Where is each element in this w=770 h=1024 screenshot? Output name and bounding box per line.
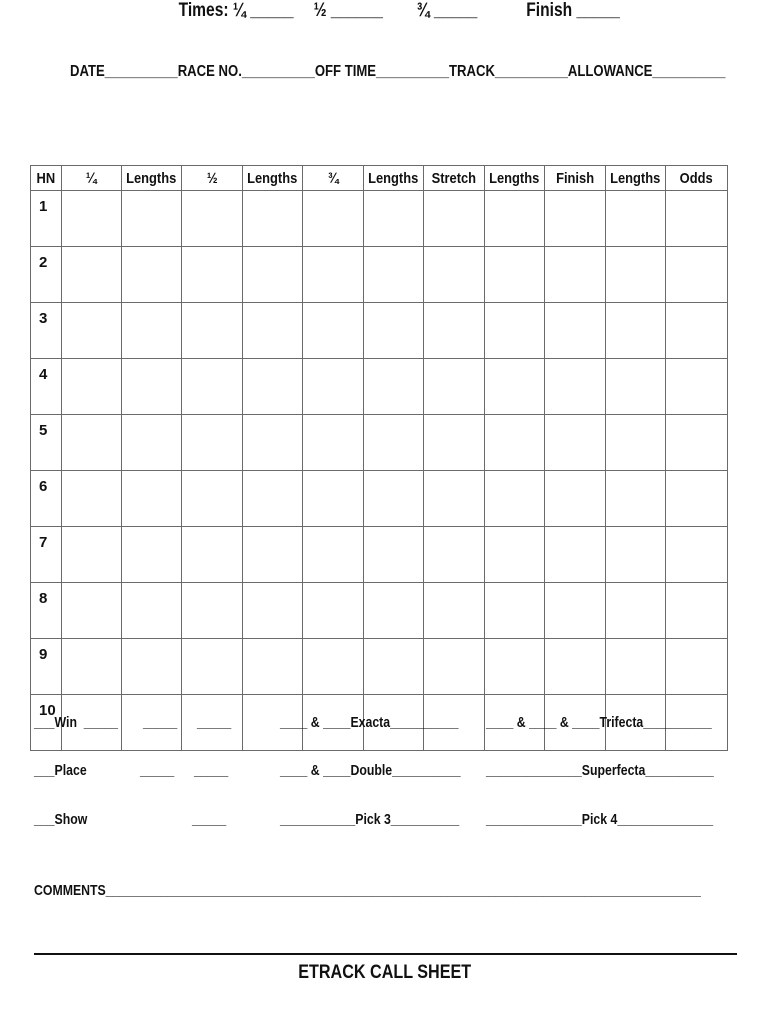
entry-cell xyxy=(424,527,485,583)
header-fields-line: DATE__________RACE NO.__________OFF TIME__________TRACK__________ALLOWANCE__________ xyxy=(70,63,726,80)
entry-cell xyxy=(545,527,606,583)
entry-cell xyxy=(62,247,122,303)
pick3-bet: ___________Pick 3__________ xyxy=(280,811,460,828)
horse-number: 1 xyxy=(31,191,62,247)
column-header xyxy=(62,166,122,191)
pick4-bet: ______________Pick 4______________ xyxy=(486,811,714,828)
entry-cell xyxy=(182,359,243,415)
entry-cell xyxy=(303,471,364,527)
entry-cell xyxy=(485,303,545,359)
place-bet-second: _____ xyxy=(140,762,175,779)
entry-cell xyxy=(424,415,485,471)
entry-cell xyxy=(485,247,545,303)
column-header-label: Lengths xyxy=(610,169,661,187)
entry-cell xyxy=(485,415,545,471)
entry-cell xyxy=(62,639,122,695)
column-header-label: Lengths xyxy=(368,169,419,187)
entry-cell xyxy=(364,415,424,471)
entry-cell xyxy=(424,583,485,639)
entry-cell xyxy=(666,247,728,303)
horse-number: 5 xyxy=(31,415,62,471)
column-header-label: ¼ xyxy=(86,169,97,187)
entry-cell xyxy=(182,303,243,359)
entry-cell xyxy=(303,247,364,303)
entry-cell xyxy=(122,583,182,639)
win-bet: ___Win _____ xyxy=(34,714,118,731)
entry-cell xyxy=(62,471,122,527)
table-row xyxy=(31,415,728,471)
column-header-label: Stretch xyxy=(431,169,477,187)
entry-cell xyxy=(182,471,243,527)
entry-cell xyxy=(364,359,424,415)
entry-cell xyxy=(424,639,485,695)
column-header-label: HN xyxy=(36,169,56,187)
times-half: ½ ______ xyxy=(313,0,383,21)
entry-cell xyxy=(606,639,666,695)
table-row xyxy=(31,191,728,247)
superfecta-bet: ______________Superfecta__________ xyxy=(486,762,714,779)
trifecta-bet: ____ & ____ & ____Trifecta__________ xyxy=(486,714,712,731)
call-sheet-table xyxy=(30,165,728,751)
entry-cell xyxy=(666,583,728,639)
entry-cell xyxy=(243,247,303,303)
horse-number: 8 xyxy=(31,583,62,639)
entry-cell xyxy=(364,247,424,303)
column-header-label: Lengths xyxy=(489,169,540,187)
entry-cell xyxy=(545,303,606,359)
entry-cell xyxy=(364,639,424,695)
entry-cell xyxy=(485,527,545,583)
table-row xyxy=(31,359,728,415)
entry-cell xyxy=(545,639,606,695)
entry-cell xyxy=(606,247,666,303)
column-header xyxy=(606,166,666,191)
entry-cell xyxy=(666,639,728,695)
entry-cell xyxy=(303,583,364,639)
horse-number: 2 xyxy=(31,247,62,303)
entry-cell xyxy=(545,247,606,303)
entry-cell xyxy=(303,415,364,471)
column-header xyxy=(182,166,243,191)
column-header-label: Lengths xyxy=(126,169,177,187)
column-header xyxy=(424,166,485,191)
column-header xyxy=(31,166,62,191)
column-header xyxy=(364,166,424,191)
entry-cell xyxy=(364,583,424,639)
entry-cell xyxy=(606,303,666,359)
entry-cell xyxy=(666,471,728,527)
entry-cell xyxy=(364,191,424,247)
entry-cell xyxy=(545,359,606,415)
entry-cell xyxy=(182,415,243,471)
column-header-label: Finish xyxy=(555,169,594,187)
entry-cell xyxy=(364,303,424,359)
win-bet-second: _____ xyxy=(143,714,178,731)
entry-cell xyxy=(243,415,303,471)
entry-cell xyxy=(243,639,303,695)
entry-cell xyxy=(424,191,485,247)
entry-cell xyxy=(122,191,182,247)
entry-cell xyxy=(606,471,666,527)
times-quarter: Times: ¼ _____ xyxy=(178,0,294,21)
entry-cell xyxy=(303,303,364,359)
column-header xyxy=(666,166,728,191)
entry-cell xyxy=(545,191,606,247)
entry-cell xyxy=(545,583,606,639)
entry-cell xyxy=(485,639,545,695)
entry-cell xyxy=(666,303,728,359)
horse-number: 4 xyxy=(31,359,62,415)
entry-cell xyxy=(606,583,666,639)
entry-cell xyxy=(303,639,364,695)
entry-cell xyxy=(182,527,243,583)
entry-cell xyxy=(303,359,364,415)
horse-number: 6 xyxy=(31,471,62,527)
show-bet: ___Show xyxy=(34,811,88,828)
horse-number: 9 xyxy=(31,639,62,695)
entry-cell xyxy=(303,527,364,583)
entry-cell xyxy=(424,471,485,527)
table-row xyxy=(31,583,728,639)
entry-cell xyxy=(485,191,545,247)
entry-cell xyxy=(666,415,728,471)
exacta-bet: ____ & ____Exacta__________ xyxy=(280,714,459,731)
entry-cell xyxy=(666,191,728,247)
entry-cell xyxy=(485,359,545,415)
entry-cell xyxy=(606,415,666,471)
table-row xyxy=(31,639,728,695)
column-header xyxy=(545,166,606,191)
entry-cell xyxy=(424,247,485,303)
footer-divider xyxy=(34,953,737,955)
entry-cell xyxy=(122,639,182,695)
entry-cell xyxy=(606,191,666,247)
table-row xyxy=(31,303,728,359)
comments-line: COMMENTS_______________________________________________________________________________________ xyxy=(34,882,701,899)
entry-cell xyxy=(122,527,182,583)
entry-cell xyxy=(485,583,545,639)
table-row xyxy=(31,527,728,583)
entry-cell xyxy=(62,583,122,639)
entry-cell xyxy=(303,191,364,247)
entry-cell xyxy=(606,359,666,415)
entry-cell xyxy=(243,527,303,583)
double-bet: ____ & ____Double__________ xyxy=(280,762,461,779)
entry-cell xyxy=(62,415,122,471)
entry-cell xyxy=(485,471,545,527)
column-header-label: ¾ xyxy=(327,169,339,187)
entry-cell xyxy=(182,191,243,247)
entry-cell xyxy=(122,303,182,359)
entry-cell xyxy=(122,415,182,471)
times-line xyxy=(0,0,770,22)
entry-cell xyxy=(182,639,243,695)
entry-cell xyxy=(122,471,182,527)
entry-cell xyxy=(182,247,243,303)
show-bet-third: _____ xyxy=(192,811,227,828)
place-bet: ___Place xyxy=(34,762,87,779)
column-header xyxy=(122,166,182,191)
horse-number: 3 xyxy=(31,303,62,359)
entry-cell xyxy=(122,247,182,303)
entry-cell xyxy=(424,303,485,359)
entry-cell xyxy=(424,359,485,415)
entry-cell xyxy=(545,415,606,471)
entry-cell xyxy=(243,359,303,415)
sheet-title-text: ETRACK CALL SHEET xyxy=(298,962,472,983)
entry-cell xyxy=(243,303,303,359)
table-row xyxy=(31,247,728,303)
entry-cell xyxy=(243,191,303,247)
entry-cell xyxy=(364,527,424,583)
entry-cell xyxy=(62,527,122,583)
entry-cell xyxy=(666,359,728,415)
times-three-quarter: ¾ _____ xyxy=(416,0,478,21)
horse-number: 7 xyxy=(31,527,62,583)
times-finish: Finish _____ xyxy=(526,0,620,21)
entry-cell xyxy=(122,359,182,415)
entry-cell xyxy=(243,471,303,527)
entry-cell xyxy=(666,527,728,583)
column-header-label: ½ xyxy=(206,169,218,187)
table-body xyxy=(31,191,728,751)
entry-cell xyxy=(364,471,424,527)
entry-cell xyxy=(182,583,243,639)
place-bet-third: _____ xyxy=(194,762,229,779)
sheet-title xyxy=(0,962,770,984)
entry-cell xyxy=(62,359,122,415)
win-bet-third: _____ xyxy=(197,714,232,731)
horse-number: 10 xyxy=(31,695,62,751)
column-header xyxy=(243,166,303,191)
entry-cell xyxy=(606,527,666,583)
entry-cell xyxy=(545,471,606,527)
table-header-row xyxy=(31,166,728,191)
column-header xyxy=(303,166,364,191)
column-header-label: Odds xyxy=(680,169,713,187)
entry-cell xyxy=(243,583,303,639)
column-header-label: Lengths xyxy=(247,169,298,187)
entry-cell xyxy=(62,303,122,359)
column-header xyxy=(485,166,545,191)
entry-cell xyxy=(62,191,122,247)
table-row xyxy=(31,471,728,527)
